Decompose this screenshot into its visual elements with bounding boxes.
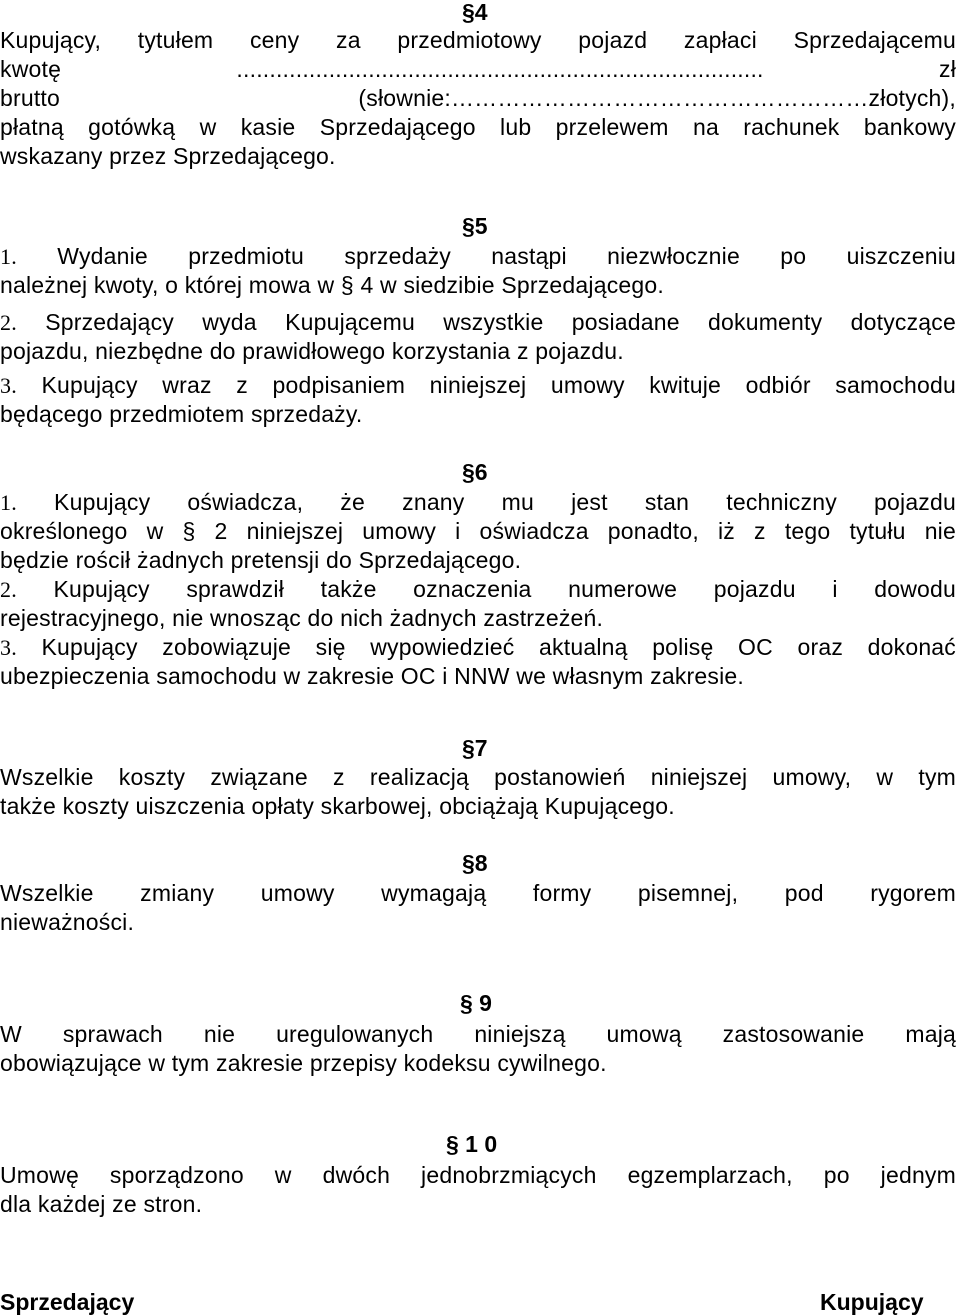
s6-item-3-number: 3. (0, 635, 17, 660)
s4-line-3: brutto (słownie:………………………………………………złotych), (0, 85, 956, 111)
s5-item-1-number: 1. (0, 244, 17, 269)
s10-line-1: Umowę sporządzono w dwóch jednobrzmiących egzemplarzach, po jednym (0, 1162, 956, 1188)
s9-line-2: obowiązujące w tym zakresie przepisy kodeksu cywilnego. (0, 1050, 607, 1076)
s8-line-1: Wszelkie zmiany umowy wymagają formy pisemnej, pod rygorem (0, 880, 956, 906)
s6-item-2-line-2: rejestracyjnego, nie wnosząc do nich żadnych zastrzeżeń. (0, 605, 604, 631)
s10-line-2: dla każdej ze stron. (0, 1191, 203, 1217)
section-7-heading: §7 (462, 735, 488, 761)
s9-line-1: W sprawach nie uregulowanych niniejszą umową zastosowanie mają (0, 1021, 956, 1047)
s5-item-2-number: 2. (0, 310, 17, 335)
s5-item-2-line-2: pojazdu, niezbędne do prawidłowego korzystania z pojazdu. (0, 338, 624, 364)
s5-item-3-line-2: będącego przedmiotem sprzedaży. (0, 401, 363, 427)
s8-line-2: nieważności. (0, 909, 135, 935)
section-8-heading: §8 (462, 850, 488, 876)
s4-line-5: wskazany przez Sprzedającego. (0, 143, 336, 169)
s6-item-1-number: 1. (0, 490, 17, 515)
s4-line-2: kwotę ................................................................................ zł (0, 56, 956, 82)
s5-item-1-line-2: należnej kwoty, o której mowa w § 4 w siedzibie Sprzedającego. (0, 272, 664, 298)
section-10-heading: § 1 0 (446, 1131, 498, 1157)
s5-item-3-number: 3. (0, 373, 17, 398)
section-4-heading: §4 (462, 0, 488, 25)
buyer-signature-label: Kupujący (820, 1289, 924, 1315)
s7-line-2: także koszty uiszczenia opłaty skarbowej, obciążają Kupującego. (0, 793, 675, 819)
s7-line-1: Wszelkie koszty związane z realizacją postanowień niniejszej umowy, w tym (0, 764, 956, 790)
s6-item-1-line-3: będzie rościł żadnych pretensji do Sprzedającego. (0, 547, 522, 573)
s4-line-4: płatną gotówką w kasie Sprzedającego lub przelewem na rachunek bankowy (0, 114, 956, 140)
s6-item-1-line-1: 1. Kupujący oświadcza, że znany mu jest stan techniczny pojazdu (0, 489, 956, 515)
section-9-heading: § 9 (460, 990, 492, 1016)
s5-item-3-line-1: 3. Kupujący wraz z podpisaniem niniejszej umowy kwituje odbiór samochodu (0, 372, 956, 398)
s5-item-2-line-1: 2. Sprzedający wyda Kupującemu wszystkie posiadane dokumenty dotyczące (0, 309, 956, 335)
section-6-heading: §6 (462, 459, 488, 485)
s6-item-3-line-1: 3. Kupujący zobowiązuje się wypowiedzieć aktualną polisę OC oraz dokonać (0, 634, 956, 660)
s6-item-1-line-2: określonego w § 2 niniejszej umowy i oświadcza ponadto, iż z tego tytułu nie (0, 518, 956, 544)
s5-item-1-line-1: 1. Wydanie przedmiotu sprzedaży nastąpi niezwłocznie po uiszczeniu (0, 243, 956, 269)
s6-item-3-line-2: ubezpieczenia samochodu w zakresie OC i NNW we własnym zakresie. (0, 663, 744, 689)
s6-item-2-line-1: 2. Kupujący sprawdził także oznaczenia numerowe pojazdu i dowodu (0, 576, 956, 602)
section-5-heading: §5 (462, 213, 488, 239)
seller-signature-label: Sprzedający (0, 1289, 135, 1315)
s4-line-1: Kupujący, tytułem ceny za przedmiotowy pojazd zapłaci Sprzedającemu (0, 27, 956, 53)
s6-item-2-number: 2. (0, 577, 17, 602)
